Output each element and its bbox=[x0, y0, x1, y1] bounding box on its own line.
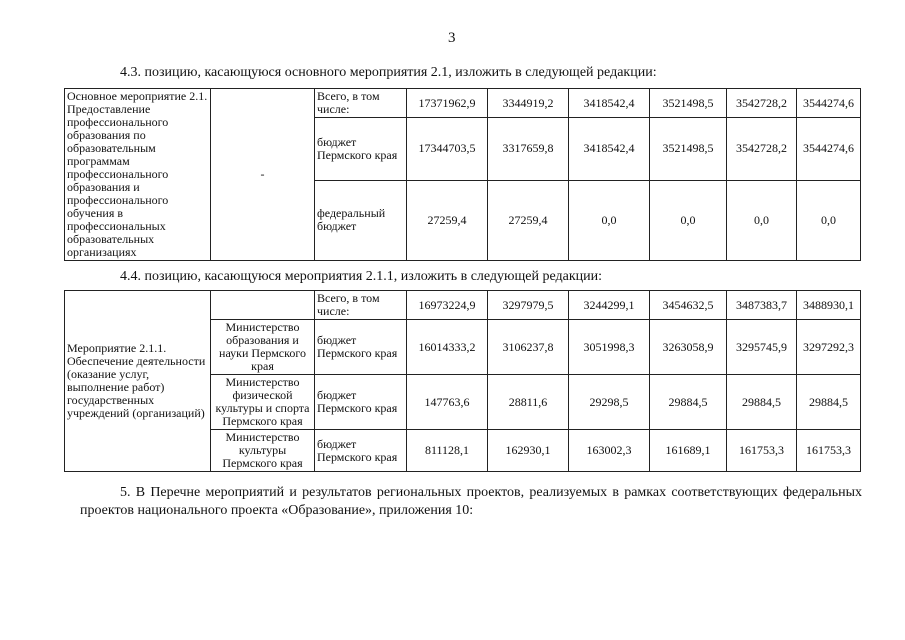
value-cell: 0,0 bbox=[797, 180, 861, 260]
executor-cell: - bbox=[211, 89, 315, 261]
page-number: 3 bbox=[448, 30, 456, 46]
value-cell: 3521498,5 bbox=[650, 89, 727, 118]
value-cell: 3544274,6 bbox=[797, 89, 861, 118]
section-4-3-heading: 4.3. позицию, касающуюся основного мероприятия 2.1, изложить в следующей редакции: bbox=[120, 65, 657, 80]
value-cell: 0,0 bbox=[569, 180, 650, 260]
source-cell: бюджет Пермского края bbox=[315, 375, 407, 430]
value-cell: 3521498,5 bbox=[650, 118, 727, 180]
section-5-text: 5. В Перечне мероприятий и результатов региональных проектов, реализуемых в рамках соответствующих федеральных проектов национального проекта «Образование», приложения 10: bbox=[80, 485, 862, 518]
value-cell: 29884,5 bbox=[650, 375, 727, 430]
value-cell: 29884,5 bbox=[727, 375, 797, 430]
value-cell: 3544274,6 bbox=[797, 118, 861, 180]
table-event-2-1 bbox=[64, 88, 861, 261]
value-cell: 29884,5 bbox=[797, 375, 861, 430]
event-name-cell: Основное мероприятие 2.1. Предоставление профессионального образования по образовательным программам профессионального образования и профессионального обучения в профессиональных образовательных организациях bbox=[65, 89, 211, 261]
value-cell: 3051998,3 bbox=[569, 320, 650, 375]
value-cell: 16014333,2 bbox=[407, 320, 488, 375]
source-cell: федеральный бюджет bbox=[315, 180, 407, 260]
value-cell: 147763,6 bbox=[407, 375, 488, 430]
value-cell: 161689,1 bbox=[650, 430, 727, 472]
value-cell: 0,0 bbox=[650, 180, 727, 260]
executor-cell: Министерство физической культуры и спорта Пермского края bbox=[211, 375, 315, 430]
value-cell: 27259,4 bbox=[407, 180, 488, 260]
value-cell: 16973224,9 bbox=[407, 291, 488, 320]
value-cell: 29298,5 bbox=[569, 375, 650, 430]
executor-cell: Министерство образования и науки Пермского края bbox=[211, 320, 315, 375]
value-cell: 162930,1 bbox=[488, 430, 569, 472]
value-cell: 3106237,8 bbox=[488, 320, 569, 375]
value-cell: 28811,6 bbox=[488, 375, 569, 430]
value-cell: 811128,1 bbox=[407, 430, 488, 472]
table-event-2-1-1 bbox=[64, 290, 861, 472]
value-cell: 3542728,2 bbox=[727, 89, 797, 118]
source-cell: бюджет Пермского края bbox=[315, 118, 407, 180]
value-cell: 3418542,4 bbox=[569, 118, 650, 180]
value-cell: 3263058,9 bbox=[650, 320, 727, 375]
table-row bbox=[65, 291, 861, 320]
value-cell: 3488930,1 bbox=[797, 291, 861, 320]
value-cell: 161753,3 bbox=[797, 430, 861, 472]
source-cell: Всего, в том числе: bbox=[315, 291, 407, 320]
executor-cell: Министерство культуры Пермского края bbox=[211, 430, 315, 472]
value-cell: 3344919,2 bbox=[488, 89, 569, 118]
table-row bbox=[65, 89, 861, 118]
executor-cell-empty bbox=[211, 291, 315, 320]
event-name-cell: Мероприятие 2.1.1. Обеспечение деятельности (оказание услуг, выполнение работ) государственных учреждений (организаций) bbox=[65, 291, 211, 472]
value-cell: 3487383,7 bbox=[727, 291, 797, 320]
value-cell: 163002,3 bbox=[569, 430, 650, 472]
value-cell: 17344703,5 bbox=[407, 118, 488, 180]
source-cell: бюджет Пермского края bbox=[315, 430, 407, 472]
value-cell: 3295745,9 bbox=[727, 320, 797, 375]
value-cell: 3418542,4 bbox=[569, 89, 650, 118]
value-cell: 27259,4 bbox=[488, 180, 569, 260]
section-4-4-heading: 4.4. позицию, касающуюся мероприятия 2.1.1, изложить в следующей редакции: bbox=[120, 269, 603, 284]
source-cell: Всего, в том числе: bbox=[315, 89, 407, 118]
value-cell: 3244299,1 bbox=[569, 291, 650, 320]
value-cell: 17371962,9 bbox=[407, 89, 488, 118]
value-cell: 0,0 bbox=[727, 180, 797, 260]
value-cell: 3297979,5 bbox=[488, 291, 569, 320]
value-cell: 3317659,8 bbox=[488, 118, 569, 180]
value-cell: 3542728,2 bbox=[727, 118, 797, 180]
value-cell: 3454632,5 bbox=[650, 291, 727, 320]
value-cell: 161753,3 bbox=[727, 430, 797, 472]
value-cell: 3297292,3 bbox=[797, 320, 861, 375]
source-cell: бюджет Пермского края bbox=[315, 320, 407, 375]
